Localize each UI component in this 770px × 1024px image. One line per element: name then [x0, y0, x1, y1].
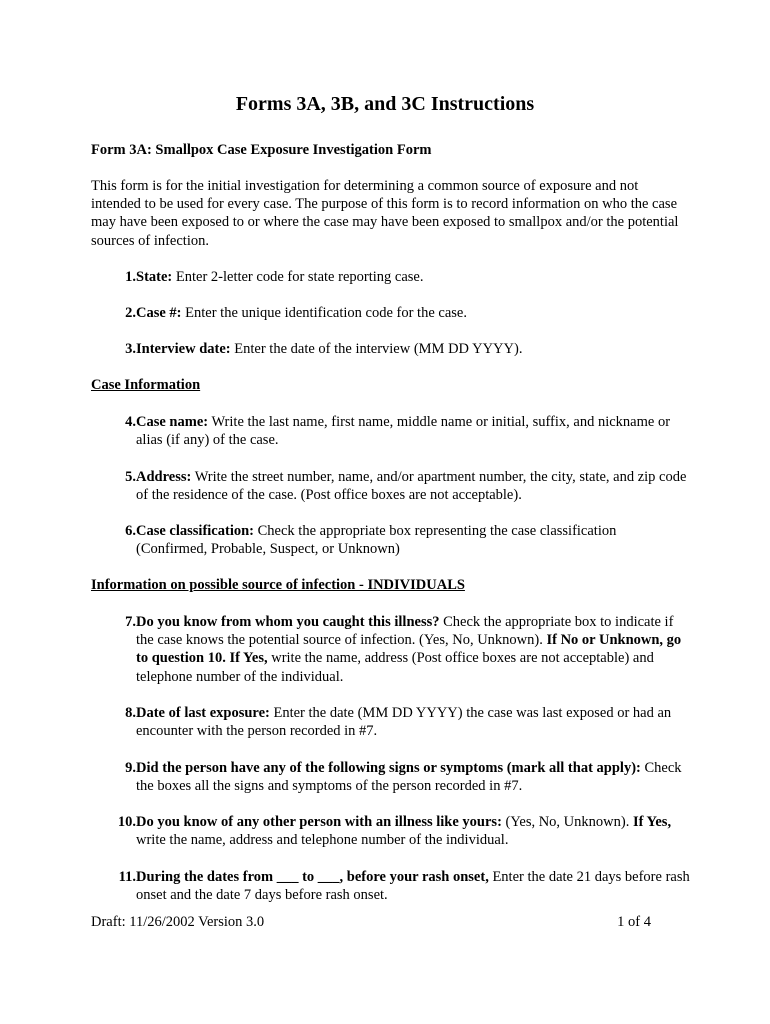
item-label: Do you know of any other person with an illness like yours: — [136, 814, 502, 830]
item-text: Enter the date 21 days before rash onset and the date 7 days before rash onset. — [136, 869, 690, 904]
instruction-item — [91, 468, 691, 504]
instruction-item — [91, 613, 691, 686]
item-text: Check the appropriate box representing the case classification (Confirmed, Probable, Suspect, or Unknown) — [136, 523, 617, 558]
intro-paragraph: This form is for the initial investigation for determining a common source of exposure and not intended to be used for every case. The purpose of this form is to record information on who the case may have been exposed to or where the case may have been exposed to smallpox and/or the potential sources of infection. — [91, 178, 679, 249]
item-text: Enter the date of the interview (MM DD YYYY). — [230, 341, 523, 357]
instruction-item — [91, 413, 691, 449]
instruction-item — [91, 522, 691, 558]
item-label: During the dates from ___ to ___, before your rash onset, — [136, 869, 489, 885]
item-text: (Yes, No, Unknown). — [501, 814, 633, 830]
item-label: Date of last exposure: — [136, 705, 270, 721]
item-number: 9. — [125, 760, 136, 776]
item-number: 6. — [125, 523, 136, 539]
page-number: 1 of 4 — [617, 914, 651, 930]
item-text: Check the appropriate box to indicate if the case knows the potential source of infection. (Yes, No, Unknown). — [136, 614, 674, 649]
instruction-item — [91, 268, 691, 286]
item-text: Enter 2-letter code for state reporting case. — [172, 269, 424, 285]
section-heading-case-information: Case Information — [91, 377, 201, 393]
item-label: Case name: — [136, 414, 209, 430]
item-label: Interview date: — [136, 341, 231, 357]
item-text: Check the boxes all the signs and symptoms of the person recorded in #7. — [136, 760, 682, 795]
instruction-item — [91, 868, 691, 904]
item-emphasis: If Yes, — [632, 814, 672, 830]
item-body — [136, 813, 691, 849]
item-label: Case classification: — [136, 523, 254, 539]
draft-version: Draft: 11/26/2002 Version 3.0 — [91, 914, 265, 930]
item-number: 10. — [117, 814, 136, 830]
item-label: State: — [136, 269, 173, 285]
item-body — [136, 759, 691, 795]
item-number: 3. — [125, 341, 136, 357]
item-label: Do you know from whom you caught this illness? — [136, 614, 440, 630]
item-label: Case #: — [136, 305, 182, 321]
item-body — [136, 340, 691, 358]
item-text: Write the last name, first name, middle name or initial, suffix, and nickname or alias (if any) of the case. — [136, 414, 671, 449]
item-body — [136, 522, 691, 558]
item-body — [136, 704, 691, 740]
item-emphasis: If No or Unknown, go to question 10. If Yes, — [136, 632, 682, 667]
item-text: write the name, address and telephone number of the individual. — [136, 832, 509, 849]
item-body — [136, 868, 691, 904]
item-number: 5. — [125, 469, 136, 485]
item-label: Did the person have any of the following signs or symptoms (mark all that apply): — [136, 760, 641, 776]
item-body — [136, 268, 691, 286]
page-title: Forms 3A, 3B, and 3C Instructions — [235, 93, 535, 115]
item-number: 2. — [125, 305, 136, 321]
item-text: Write the street number, name, and/or apartment number, the city, state, and zip code of the residence of the case. (Post office boxes are not acceptable). — [136, 469, 687, 504]
item-number: 11. — [118, 869, 136, 885]
item-body — [136, 304, 691, 322]
item-text: Enter the date (MM DD YYYY) the case was last exposed or had an encounter with the person recorded in #7. — [136, 705, 672, 740]
section-heading-source-individuals: Information on possible source of infection - INDIVIDUALS — [91, 577, 465, 593]
instruction-item — [91, 759, 691, 795]
instruction-item — [91, 340, 691, 358]
instruction-item — [91, 704, 691, 740]
item-number: 8. — [125, 705, 136, 721]
instruction-item — [91, 813, 691, 849]
item-number: 4. — [125, 414, 136, 430]
item-body — [136, 613, 691, 686]
item-number: 1. — [125, 269, 136, 285]
item-label: Address: — [136, 469, 192, 485]
instruction-item — [91, 304, 691, 322]
item-number: 7. — [125, 614, 136, 630]
item-text: Enter the unique identification code for the case. — [181, 305, 467, 321]
item-text: write the name, address (Post office boxes are not acceptable) and telephone number of the individual. — [136, 650, 654, 685]
item-body — [136, 413, 691, 449]
item-body — [136, 468, 691, 504]
form-heading: Form 3A: Smallpox Case Exposure Investigation Form — [91, 142, 432, 158]
